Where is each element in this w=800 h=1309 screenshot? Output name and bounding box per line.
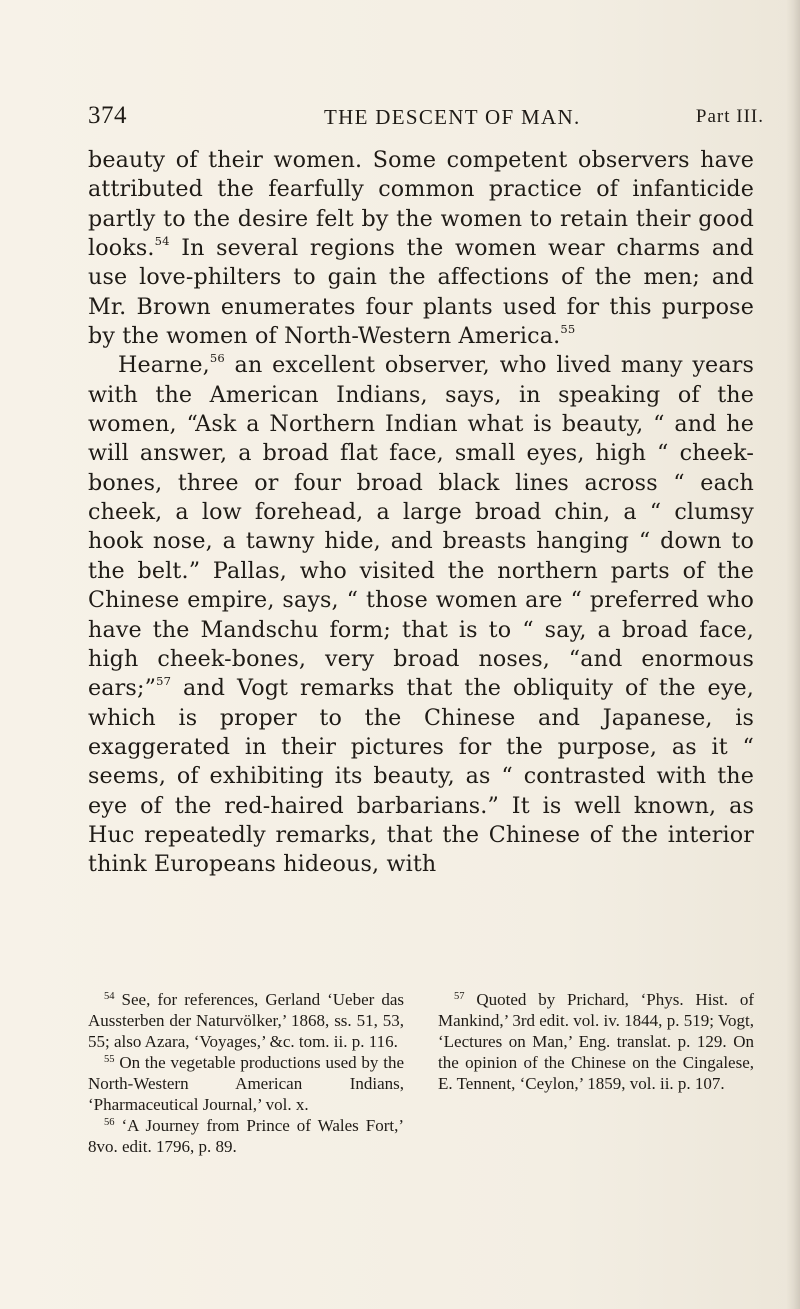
footnote-ref-57: 57	[156, 674, 172, 689]
running-title: THE DESCENT OF MAN.	[324, 105, 581, 129]
footnote-55: $^{55}$ On the vegetable productions used by the North-Western American Indians, ‘Pharmaceutical Journal,’ vol. x.	[88, 1053, 404, 1114]
footnote-ref-54: 54	[154, 234, 170, 249]
paragraph-2: Hearne,$^{56}$ an excellent observer, who lived many years with the American Indians, says, in speaking of the women, “Ask a Northern Indian what is beauty, “ and he will answer, a broad flat face, small eyes, high “ cheek-bones, three or four broad black lines across “ each cheek, a low forehead, a large broad chin, a “ clumsy hook nose, a tawny hide, and breasts hanging “ down to the belt.” Pallas, who visited the northern parts of the Chinese empire, says, “ those women are “ preferred who have the Mandschu form; that is to “ say, a broad face, high cheek-bones, very broad noses, “and enormous ears;”$^{57}$ and Vogt remarks that the obliquity of the eye, which is proper to the Chinese and Japanese, is exaggerated in their pictures for the purpose, as it “ seems, of exhibiting its beauty, as “ contrasted with the eye of the red-haired barbarians.” It is well known, as Huc repeatedly remarks, that the Chinese of the interior think Europeans hideous, with	[88, 351, 754, 878]
paragraph-1: beauty of their women. Some competent observers have attributed the fearfully common practice of infanticide partly to the desire felt by the women to retain their good looks.$^{54}$ In several regions the women wear charms and use love-philters to gain the affections of the men; and Mr. Brown enumerates four plants used for this purpose by the women of North-Western America.$^{55}$	[88, 147, 754, 350]
footnote-54: $^{54}$ See, for references, Gerland ‘Ueber das Aussterben der Naturvölker,’ 1868, ss. 51, 53, 55; also Azara, ‘Voyages,’ &c. tom. ii. p. 116.	[88, 990, 404, 1051]
footnote-ref-56: 56	[209, 351, 225, 366]
page-header	[88, 102, 764, 136]
footnotes	[88, 989, 754, 1157]
footnotes-right-column	[438, 989, 754, 1157]
footnote-57: $^{57}$ Quoted by Prichard, ‘Phys. Hist. of Mankind,’ 3rd edit. vol. iv. 1844, p. 519; Vogt, ‘Lectures on Man,’ Eng. translat. p. 129. On the opinion of the Chinese on the Cingalese, E. Tennent, ‘Ceylon,’ 1859, vol. ii. p. 107.	[438, 990, 754, 1093]
footnotes-left-column	[88, 989, 404, 1157]
footnote-56: $^{56}$ ‘A Journey from Prince of Wales Fort,’ 8vo. edit. 1796, p. 89.	[88, 1116, 404, 1156]
footnote-ref-55: 55	[560, 322, 576, 337]
part-label: Part III.	[695, 106, 764, 127]
main-text	[88, 146, 754, 880]
page-number: 374	[88, 102, 127, 129]
page-edge-shadow	[786, 0, 800, 1309]
